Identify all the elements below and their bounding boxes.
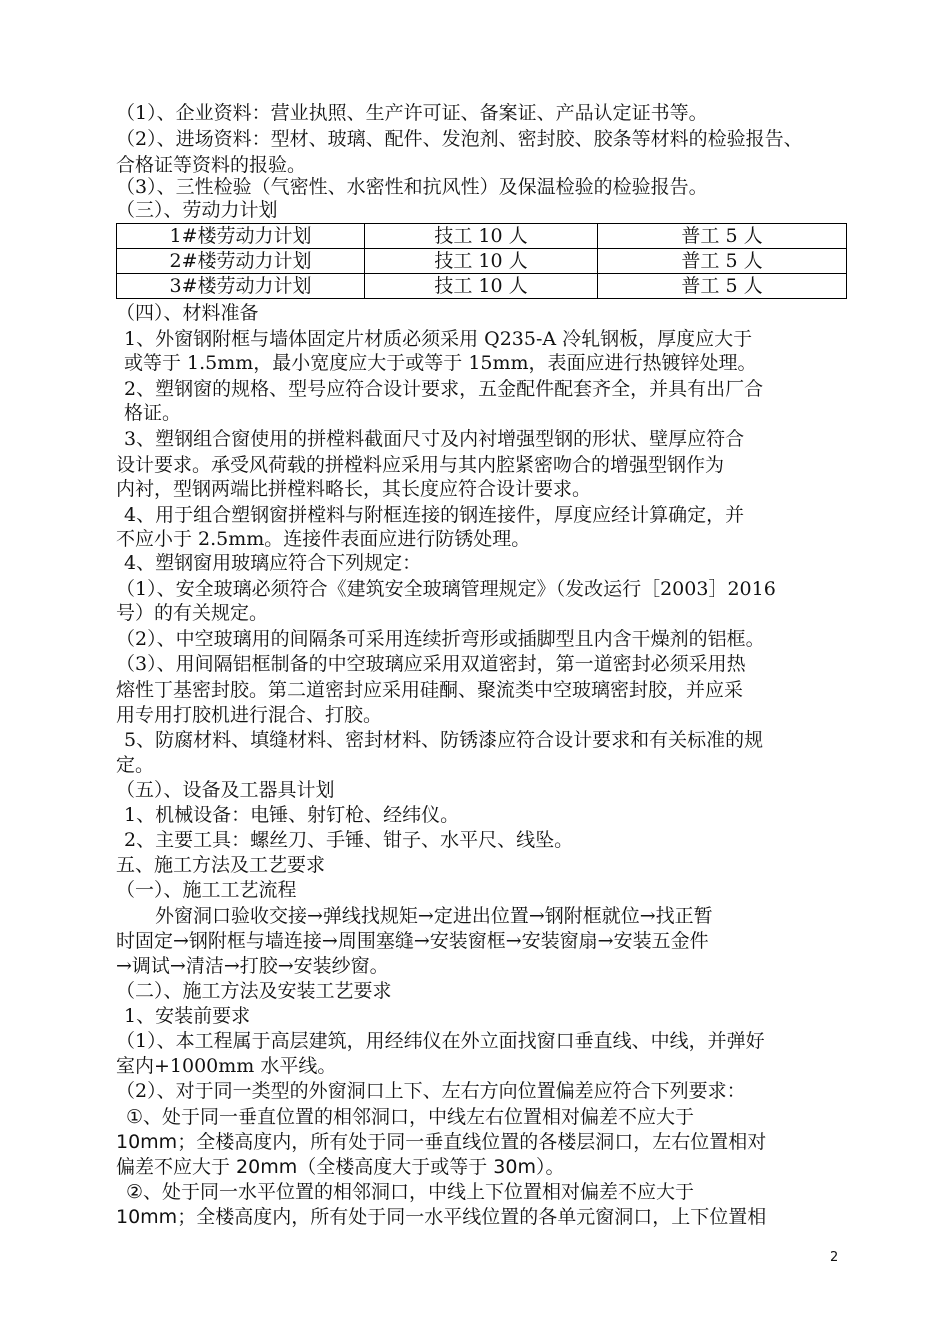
- table-row: [117, 224, 847, 249]
- text-line: 定。: [116, 754, 155, 776]
- text-line: 4、用于组合塑钢窗拼樘料与附框连接的钢连接件，厚度应经计算确定，并: [124, 504, 745, 526]
- text-line: 1、机械设备：电锤、射钉枪、经纬仪。: [124, 804, 460, 826]
- table-cell: 3#楼劳动力计划: [117, 274, 365, 299]
- text-line: 不应小于 2.5mm。连接件表面应进行防锈处理。: [116, 528, 531, 550]
- text-line: （2）、中空玻璃用的间隔条可采用连续折弯形或插脚型且内含干燥剂的铝框。: [116, 628, 765, 650]
- text-line: 2、塑钢窗的规格、型号应符合设计要求，五金配件配套齐全，并具有出厂合: [124, 378, 764, 400]
- text-line: 格证。: [124, 402, 182, 424]
- table-cell: 2#楼劳动力计划: [117, 249, 365, 274]
- table-row: [117, 249, 847, 274]
- table-cell: 普工 5 人: [598, 274, 847, 299]
- text-line: （1）、企业资料：营业执照、生产许可证、备案证、产品认定证书等。: [116, 102, 708, 124]
- text-line: （2）、进场资料：型材、玻璃、配件、发泡剂、密封胶、胶条等材料的检验报告、: [116, 128, 803, 150]
- text-line: 或等于 1.5mm，最小宽度应大于或等于 15mm，表面应进行热镀锌处理。: [124, 352, 757, 374]
- section-heading: 五、施工方法及工艺要求: [116, 854, 326, 876]
- text-line: ②、处于同一水平位置的相邻洞口，中线上下位置相对偏差不应大于: [126, 1181, 695, 1203]
- text-line: （3）、三性检验（气密性、水密性和抗风性）及保温检验的检验报告。: [116, 176, 708, 198]
- text-line: 1、安装前要求: [124, 1005, 251, 1027]
- section-heading: （三）、劳动力计划: [116, 199, 278, 221]
- text-line: 用专用打胶机进行混合、打胶。: [116, 704, 383, 726]
- table-cell: 技工 10 人: [365, 274, 598, 299]
- text-line: （2）、对于同一类型的外窗洞口上下、左右方向位置偏差应符合下列要求：: [116, 1080, 746, 1102]
- table-cell: 普工 5 人: [598, 249, 847, 274]
- text-line: 1、外窗钢附框与墙体固定片材质必须采用 Q235-A 冷轧钢板，厚度应大于: [124, 328, 753, 350]
- text-line: 4、塑钢窗用玻璃应符合下列规定：: [124, 552, 422, 574]
- labor-plan-table: [116, 223, 847, 299]
- text-line: 合格证等资料的报验。: [116, 154, 307, 176]
- table-row: [117, 274, 847, 299]
- table-cell: 技工 10 人: [365, 249, 598, 274]
- text-line: （3）、用间隔铝框制备的中空玻璃应采用双道密封，第一道密封必须采用热: [116, 653, 746, 675]
- text-line: （1）、本工程属于高层建筑，用经纬仪在外立面找窗口垂直线、中线，并弹好: [116, 1030, 765, 1052]
- table-cell: 技工 10 人: [365, 224, 598, 249]
- text-line: 号）的有关规定。: [116, 602, 269, 624]
- text-line: 2、主要工具：螺丝刀、手锤、钳子、水平尺、线坠。: [124, 829, 574, 851]
- text-line: 设计要求。承受风荷载的拼樘料应采用与其内腔紧密吻合的增强型钢作为: [116, 454, 725, 476]
- text-line: 内衬，型钢两端比拼樘料略长，其长度应符合设计要求。: [116, 478, 592, 500]
- text-line: （1）、安全玻璃必须符合《建筑安全玻璃管理规定》（发改运行［2003］2016: [116, 578, 776, 600]
- text-line: ①、处于同一垂直位置的相邻洞口，中线左右位置相对偏差不应大于: [126, 1106, 695, 1128]
- text-line: 外窗洞口验收交接→弹线找规矩→定进出位置→钢附框就位→找正暂: [155, 905, 713, 927]
- text-line: 10mm；全楼高度内，所有处于同一水平线位置的各单元窗洞口，上下位置相: [116, 1206, 767, 1228]
- text-line: 室内+1000mm 水平线。: [116, 1055, 337, 1077]
- section-heading: （四）、材料准备: [116, 302, 259, 324]
- page-number: 2: [830, 1250, 839, 1265]
- section-heading: （一）、施工工艺流程: [116, 879, 297, 901]
- section-heading: （五）、设备及工器具计划: [116, 779, 335, 801]
- table-cell: 普工 5 人: [598, 224, 847, 249]
- table-cell: 1#楼劳动力计划: [117, 224, 365, 249]
- section-heading: （二）、施工方法及安装工艺要求: [116, 980, 392, 1002]
- text-line: 熔性丁基密封胶。第二道密封应采用硅酮、聚流类中空玻璃密封胶，并应采: [116, 679, 744, 701]
- text-line: 时固定→钢附框与墙连接→周围塞缝→安装窗框→安装窗扇→安装五金件: [116, 930, 709, 952]
- text-line: →调试→清洁→打胶→安装纱窗。: [116, 955, 389, 977]
- text-line: 10mm；全楼高度内，所有处于同一垂直线位置的各楼层洞口，左右位置相对: [116, 1131, 767, 1153]
- text-line: 3、塑钢组合窗使用的拼樘料截面尺寸及内衬增强型钢的形状、壁厚应符合: [124, 428, 745, 450]
- text-line: 偏差不应大于 20mm（全楼高度大于或等于 30m）。: [116, 1156, 565, 1178]
- text-line: 5、防腐材料、填缝材料、密封材料、防锈漆应符合设计要求和有关标准的规: [124, 729, 764, 751]
